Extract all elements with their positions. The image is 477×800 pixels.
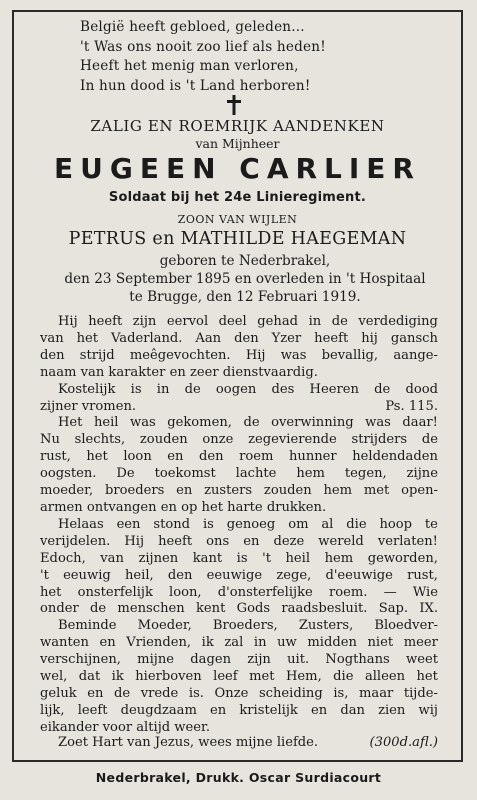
body-line [40,635,438,652]
body-word: in [253,635,267,651]
body-word: was [280,347,307,363]
body-word: verijdelen. [40,533,111,549]
body-word: loon, [169,584,202,600]
body-word: dat [78,669,101,685]
body-word: — [383,584,397,600]
body-word: Sap. [378,601,409,617]
body-word: menschen [117,601,185,617]
body-word: zal [224,635,244,651]
body-word: den [199,449,224,465]
body-word: en [87,685,104,701]
body-word: stond [153,516,191,532]
body-line [40,449,438,466]
body-word: open- [401,483,438,499]
body-word: zouden [139,432,188,448]
poem-line: België heeft gebloed, geleden... [80,19,305,35]
body-word: moeder, [40,483,94,499]
body-word: zijnen [138,550,179,566]
body-word: wij [418,702,438,718]
body-word: overwinning [271,415,354,431]
body-word: hierboven [135,669,202,685]
body-word: Hij [58,314,78,329]
body-word: daar! [402,415,438,431]
body-word: meêgevochten. [129,347,231,363]
body-word: eeuwig [63,567,111,583]
body-line [40,382,438,399]
body-word: was [365,415,391,431]
body-word: om [288,516,309,532]
poem-line: 't Was ons nooit zoo lief als heden! [80,38,326,55]
body-word: zusters [204,483,253,499]
body-line [40,483,438,500]
body-line [40,500,438,517]
body-word: hunner [288,449,337,465]
body-word: heldendaden [352,449,438,465]
body-word: maar [358,685,394,701]
body-word: zege, [276,567,312,583]
body-word: geworden, [367,550,438,566]
body-word: ons [206,533,230,549]
body-word: Heeren [309,381,359,397]
body-line [40,399,438,416]
son-of-label: ZOON VAN WIJLEN [177,213,298,226]
body-word: onder [40,601,79,617]
body-word: hem [324,550,354,566]
memorial-text [40,314,438,737]
body-word: den [40,347,65,363]
body-word: oogen [215,381,257,397]
body-line [40,551,438,568]
body-word: een [116,516,141,532]
indulgence-note: (300d.afl.) [369,735,438,750]
poem-line: Heeft het menig man verloren, [80,58,299,74]
body-line [40,703,438,720]
body-word: het [86,449,108,465]
body-word: en [176,483,193,499]
body-word: leef [213,669,238,685]
body-line [40,585,438,602]
cross-icon [226,95,242,115]
body-line [40,466,438,483]
body-word: gansch [390,330,438,346]
body-word: onsterfelijk [77,584,153,600]
body-word: Aan [195,330,222,346]
body-line [40,652,438,669]
honorific: van Mijnheer [195,136,280,151]
body-line [40,601,438,618]
deceased-name: EUGEEN CARLIER [53,152,421,185]
body-line [40,517,438,534]
body-line [40,669,438,686]
printer-imprint: Nederbrakel, Drukk. Oscar Surdiacourt [95,770,382,785]
body-word: alleen [364,669,406,685]
body-word: deze [273,533,305,549]
body-word: Vaderland. [111,330,183,346]
body-word: Edoch, [40,550,86,566]
body-word: hem [323,483,353,499]
body-word: den [167,567,193,583]
body-word: is [130,381,142,397]
body-line [40,415,438,432]
body-word: geluk [40,685,77,701]
body-word: de [90,601,107,617]
body-word: Nu [40,432,60,448]
body-word: rust, [40,449,71,465]
body-line [40,568,438,585]
body-line-text: armen ontvangen en op het harte drukken. [40,499,327,515]
body-word: van [40,330,64,346]
body-word: des [271,381,295,397]
body-word: eervol [166,314,209,329]
body-word: Yzer [271,330,302,346]
body-word: Zusters, [298,618,354,634]
body-word: Beminde [58,618,117,634]
memorial-heading: ZALIG EN ROEMRIJK AANDENKEN [90,117,385,135]
body-word: de [184,381,201,397]
body-word: dan [340,702,365,718]
body-line [40,618,438,635]
body-line [40,432,438,449]
body-word: Hij [124,533,145,549]
body-word: zijn [132,314,157,329]
body-word: tegen, [344,466,387,482]
body-word: dood [405,381,438,397]
body-word: en [167,449,184,465]
body-word: midden [307,635,357,651]
body-word: eeuwige [206,567,263,583]
body-word: zegevierende [248,432,337,448]
body-word: Moeder, [137,618,192,634]
body-word: tijde- [403,685,438,701]
body-word: en [99,635,116,651]
body-word: IX. [419,601,438,617]
body-word: toekomst [154,466,216,482]
body-word: gekomen, [167,415,232,431]
body-word: is, [333,685,349,701]
body-word: heil [285,550,311,566]
body-word: deugdzaam [120,702,197,718]
body-word: Bloedver- [374,618,438,634]
body-word: slechts, [74,432,126,448]
body-word: Onze [214,685,249,701]
body-word: het [40,584,62,600]
body-word: Het [58,415,83,431]
body-word: lijk, [40,702,65,718]
body-word: leeft [77,702,108,718]
body-word: verschijnen, [40,652,121,668]
body-word: genoeg [226,516,276,532]
body-word: De [116,466,135,482]
body-word: kristelijk [239,702,298,718]
body-word: in [308,314,322,329]
body-word: zijne [406,466,438,482]
body-word: strijd [79,347,115,363]
body-line-text: zijner vromen. [40,398,137,414]
closing-prayer [40,735,438,750]
body-line [40,331,438,348]
body-word: Vrienden, [126,635,192,651]
body-word: Helaas [58,516,104,532]
body-word: die [333,669,354,685]
body-word: verdediging [358,314,438,329]
body-word: heil [93,415,119,431]
body-line [40,534,438,551]
body-word: roem. [328,584,368,600]
body-word: vrede [140,685,179,701]
body-word: heil, [124,567,154,583]
body-word: den [234,330,259,346]
body-word: Gods [236,601,271,617]
body-word: d'eeuwige [325,567,393,583]
body-word: zouden [263,483,312,499]
body-word: Broeders, [212,618,278,634]
body-word: scheiding [258,685,323,701]
body-word: met [363,483,390,499]
scripture-reference: Ps. 115. [385,398,438,414]
birth-line: te Brugge, den 12 Februari 1919. [129,289,361,305]
body-word: uit. [287,652,310,668]
body-word: wel, [40,669,68,685]
body-word: dagen [190,652,232,668]
body-word: Hij [245,347,266,363]
body-word: kant [192,550,223,566]
body-word: 't [40,567,49,583]
body-word: de [421,432,438,448]
body-word: d'onsterfelijke [217,584,313,600]
body-word: en [243,533,260,549]
body-word: de [331,314,348,329]
body-word: was [130,415,156,431]
body-word: heeft [314,330,349,346]
body-line [40,365,438,382]
body-word: oogsten. [40,466,97,482]
body-word: hoop [379,516,413,532]
body-word: broeders [104,483,165,499]
body-word: Wie [412,584,438,600]
body-word: lachte [235,466,277,482]
body-word: niet [367,635,394,651]
body-word: zijn [247,652,271,668]
body-word: heeft [158,533,193,549]
body-word: hem [296,466,325,482]
body-line-text: eikander voor altijd weer. [40,719,210,735]
body-word: de [243,415,260,431]
body-word: roem [239,449,274,465]
body-word: meer [403,635,438,651]
closing-prayer-text: Zoet Hart van Jezus, wees mijne liefde. [58,735,319,750]
body-word: is [236,550,248,566]
body-word: ik [111,669,124,685]
body-word: heeft [88,314,123,329]
body-line [40,686,438,703]
body-word: Nogthans [325,652,390,668]
body-word: van [100,550,124,566]
body-word: hij [361,330,378,346]
body-word: loon [123,449,152,465]
birth-line: geboren te Nederbrakel, [159,253,331,269]
body-word: Kostelijk [58,381,116,397]
body-word: en [310,702,328,718]
body-word: wanten [40,635,89,651]
parents-names: PETRUS en MATHILDE HAEGEMAN [68,229,407,249]
body-word: kent [195,601,226,617]
body-word: aange- [393,347,438,363]
body-word: ik [201,635,214,651]
body-word: bevallig, [321,347,379,363]
body-line-text: naam van karakter en zeer dienstvaardig. [40,364,318,380]
body-word: rust, [407,567,438,583]
birth-line: den 23 September 1895 en overleden in 't Hospitaal [64,271,426,287]
body-word: het [416,669,438,685]
birth-death-details [60,252,430,306]
body-word: met [249,669,275,685]
body-line [40,348,438,365]
body-word: en [210,702,227,718]
poem [80,18,440,96]
military-rank: Soldaat bij het 24e Linieregiment. [108,190,367,205]
body-word: te [424,516,438,532]
body-word: weet [405,652,438,668]
body-word: zien [378,702,406,718]
body-word: die [346,516,367,532]
body-word: 't [262,550,271,566]
body-line [40,314,438,331]
body-word: is [202,516,214,532]
body-word: verlaten! [377,533,438,549]
body-word: onze [202,432,234,448]
body-word: Hem, [285,669,322,685]
body-word: gehad [257,314,299,329]
body-word: raadsbesluit. [281,601,368,617]
body-word: is. [188,685,204,701]
body-word: de [374,381,391,397]
poem-line: In hun dood is 't Land herboren! [80,77,311,94]
body-word: mijne [137,652,175,668]
body-word: uw [277,635,297,651]
body-word: deel [218,314,247,329]
body-word: het [76,330,99,346]
body-word: in [156,381,170,397]
body-word: de [114,685,131,701]
body-word: wereld [318,533,364,549]
body-word: strijders [351,432,408,448]
body-word: al [321,516,334,532]
